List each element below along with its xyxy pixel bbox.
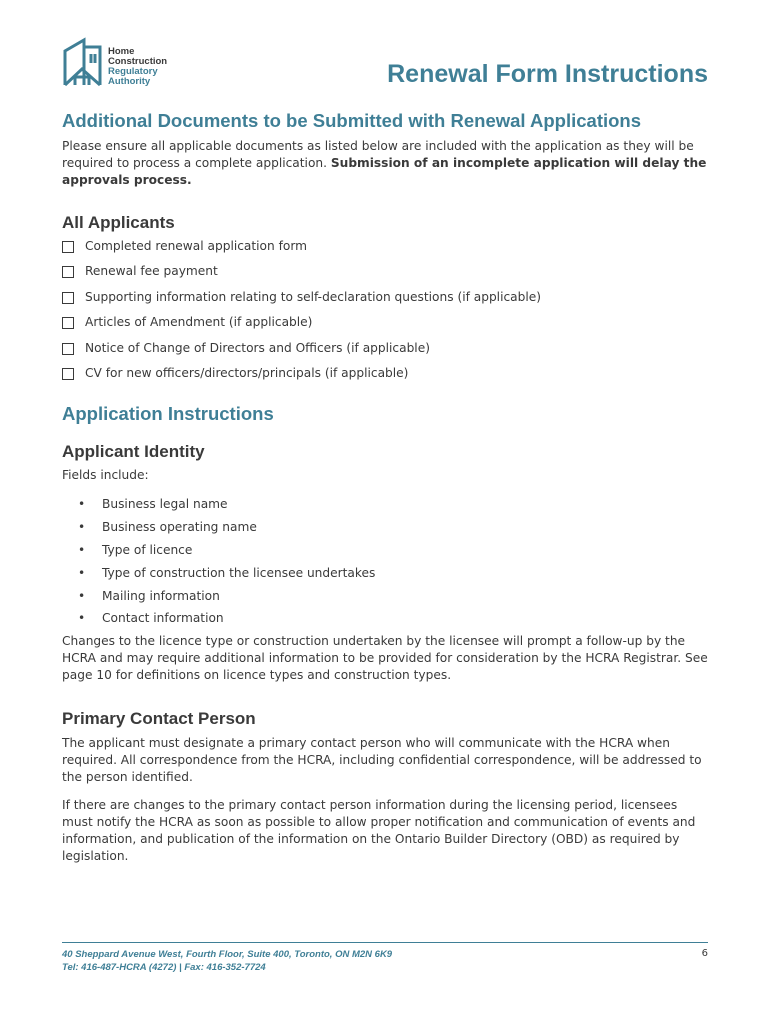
checklist-item-label: Renewal fee payment xyxy=(85,264,218,279)
logo-line-authority: Authority xyxy=(108,76,151,87)
bullet: • xyxy=(78,565,86,580)
checkbox[interactable] xyxy=(62,241,74,253)
section-heading-additional-documents: Additional Documents to be Submitted with Renewal Applications xyxy=(62,110,642,131)
bullet: • xyxy=(78,611,86,626)
bullet: • xyxy=(78,497,86,511)
checklist-item xyxy=(62,238,541,263)
primary-contact-heading: Primary Contact Person xyxy=(62,709,256,728)
logo-line-construction: Construction xyxy=(108,56,168,67)
list-item-label: Business legal name xyxy=(102,497,228,511)
checklist-item xyxy=(62,263,541,288)
list-item-label: Type of construction the licensee undertakes xyxy=(102,565,376,580)
document-checklist xyxy=(62,238,541,390)
checkbox[interactable] xyxy=(62,343,74,355)
list-item xyxy=(78,542,375,565)
checklist-item xyxy=(62,289,541,314)
intro-text: Please ensure all applicable documents as listed below are included with the application as they will be required to process a complete application. xyxy=(62,139,694,170)
bullet: • xyxy=(78,542,86,557)
checklist-item-label: Supporting information relating to self-declaration questions (if applicable) xyxy=(85,289,542,304)
bullet: • xyxy=(78,588,86,603)
list-item-label: Mailing information xyxy=(102,588,220,603)
checklist-item-label: CV for new officers/directors/principals (if applicable) xyxy=(85,365,409,380)
primary-contact-paragraph-1: The applicant must designate a primary contact person who will communicate with the HCRA when required. All correspondence from the HCRA, including confidential correspondence, will be addressed to the person identified. xyxy=(62,736,702,784)
list-item-label: Business operating name xyxy=(102,519,257,534)
logo-line-home: Home xyxy=(108,46,135,57)
hcra-logo xyxy=(62,37,202,89)
identity-fields-list xyxy=(78,496,375,633)
checkbox[interactable] xyxy=(62,368,74,380)
page-title: Renewal Form Instructions xyxy=(387,60,708,88)
checklist-item xyxy=(62,365,541,390)
all-applicants-heading: All Applicants xyxy=(62,213,175,232)
building-outline-icon xyxy=(62,37,106,87)
list-item xyxy=(78,496,375,519)
intro-warning: Submission of an incomplete application will delay the approvals process. xyxy=(62,156,707,187)
primary-contact-paragraph-2: If there are changes to the primary contact person information during the licensing period, licensees must notify the HCRA as soon as possible to allow proper notification and communication of events and information, and publication of the information on the Ontario Builder Directory (OBD) as required by legislation. xyxy=(62,798,696,863)
list-item xyxy=(78,588,375,611)
logo-wordmark xyxy=(108,47,167,87)
logo-line-regulatory: Regulatory xyxy=(108,66,158,77)
list-item xyxy=(78,565,375,588)
checkbox[interactable] xyxy=(62,266,74,278)
checklist-item-label: Notice of Change of Directors and Officers (if applicable) xyxy=(85,340,430,355)
page-number: 6 xyxy=(701,948,708,959)
intro-paragraph xyxy=(62,138,710,189)
checklist-item-label: Articles of Amendment (if applicable) xyxy=(85,315,313,330)
checkbox[interactable] xyxy=(62,317,74,329)
application-instructions-heading: Application Instructions xyxy=(62,403,274,424)
footer-address: 40 Sheppard Avenue West, Fourth Floor, Suite 400, Toronto, ON M2N 6K9 xyxy=(62,949,393,960)
list-item-label: Contact information xyxy=(102,611,224,626)
bullet: • xyxy=(78,519,86,534)
list-item xyxy=(78,610,375,633)
list-item-label: Type of licence xyxy=(102,542,193,557)
checklist-item-label: Completed renewal application form xyxy=(85,239,308,253)
footer-phone-fax: Tel: 416-487-HCRA (4272) | Fax: 416-352-7724 xyxy=(62,962,266,973)
checklist-item xyxy=(62,340,541,365)
footer-divider xyxy=(62,942,708,943)
identity-changes-note: Changes to the licence type or construction undertaken by the licensee will prompt a follow-up by the HCRA and may require additional information to be provided for consideration by the HCRA Registrar. See page 10 for definitions on licence types and construction types. xyxy=(62,634,708,682)
checkbox[interactable] xyxy=(62,292,74,304)
checklist-item xyxy=(62,314,541,339)
fields-include-label: Fields include: xyxy=(62,468,149,482)
applicant-identity-heading: Applicant Identity xyxy=(62,442,205,461)
footer-contact xyxy=(62,948,392,974)
list-item xyxy=(78,519,375,542)
